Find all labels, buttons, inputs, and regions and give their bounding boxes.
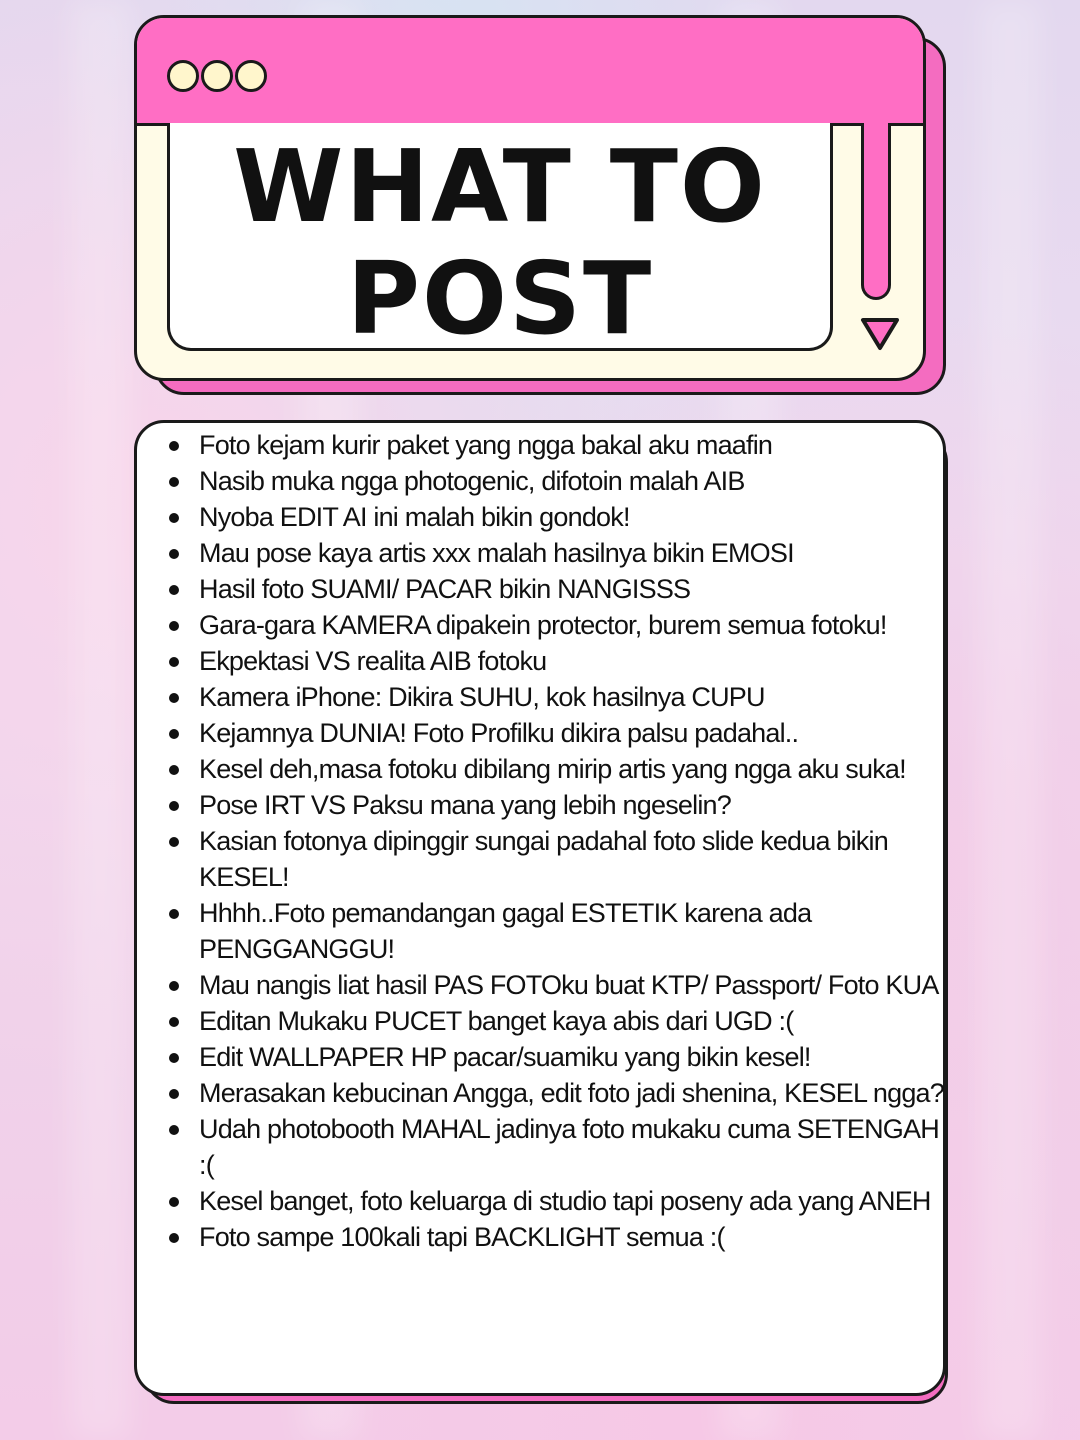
title-line-2: POST (346, 240, 654, 357)
list-item (199, 499, 944, 535)
bullet-icon (169, 549, 179, 559)
bullet-icon (169, 1197, 179, 1207)
list-item-text: Ekpektasi VS realita AIB fotoku (199, 646, 547, 676)
bullet-icon (169, 477, 179, 487)
list-item (199, 535, 944, 571)
list-item-text: Pose IRT VS Paksu mana yang lebih ngeselin? (199, 790, 731, 820)
list-item (199, 607, 944, 643)
list-item-text: Merasakan kebucinan Angga, edit foto jadi shenina, KESEL ngga? (199, 1078, 944, 1108)
list-item-text: Kesel banget, foto keluarga di studio tapi poseny ada yang ANEH (199, 1186, 931, 1216)
list-item (199, 967, 944, 1003)
page-title (170, 128, 830, 357)
bullet-icon (169, 909, 179, 919)
list-item-text: Nasib muka ngga photogenic, difotoin malah AIB (199, 466, 745, 496)
background-streak (70, 0, 130, 1440)
list-item-text: Editan Mukaku PUCET banget kaya abis dari UGD :( (199, 1006, 794, 1036)
list-item (199, 679, 944, 715)
title-panel (167, 123, 833, 357)
scrollbar[interactable] (861, 123, 891, 300)
bullet-icon (169, 981, 179, 991)
list-item-text: Edit WALLPAPER HP pacar/suamiku yang bikin kesel! (199, 1042, 811, 1072)
list-item (199, 1111, 944, 1183)
list-item (199, 715, 944, 751)
bullet-icon (169, 801, 179, 811)
list-box (134, 420, 946, 1396)
bullet-icon (169, 1053, 179, 1063)
list-item (199, 1219, 944, 1255)
list-item (199, 1003, 944, 1039)
list-item-text: Kamera iPhone: Dikira SUHU, kok hasilnya CUPU (199, 682, 765, 712)
list-item-text: Kesel deh,masa fotoku dibilang mirip artis yang ngga aku suka! (199, 754, 906, 784)
header-window (134, 15, 926, 381)
list-item-text: Hasil foto SUAMI/ PACAR bikin NANGISSS (199, 574, 691, 604)
title-line-1: WHAT TO (233, 128, 767, 245)
post-ideas-list (199, 427, 944, 1255)
list-item (199, 1075, 944, 1111)
bullet-icon (169, 837, 179, 847)
list-item (199, 1183, 944, 1219)
bullet-icon (169, 1017, 179, 1027)
bullet-icon (169, 729, 179, 739)
list-item (199, 1039, 944, 1075)
list-item (199, 787, 944, 823)
window-titlebar (137, 18, 923, 126)
bullet-icon (169, 1089, 179, 1099)
list-item (199, 463, 944, 499)
list-item (199, 571, 944, 607)
bullet-icon (169, 1233, 179, 1243)
window-dot-icon[interactable] (201, 60, 233, 92)
bullet-icon (169, 765, 179, 775)
list-item-text: Kasian fotonya dipinggir sungai padahal foto slide kedua bikin KESEL! (199, 826, 888, 892)
bullet-icon (169, 513, 179, 523)
list-item-text: Kejamnya DUNIA! Foto Profilku dikira palsu padahal.. (199, 718, 799, 748)
bullet-icon (169, 441, 179, 451)
list-item-text: Mau nangis liat hasil PAS FOTOku buat KTP/ Passport/ Foto KUA (199, 970, 939, 1000)
list-item-text: Nyoba EDIT AI ini malah bikin gondok! (199, 502, 630, 532)
window-dot-icon[interactable] (235, 60, 267, 92)
scroll-arrow-icon[interactable] (859, 316, 901, 352)
list-item (199, 751, 944, 787)
list-item-text: Udah photobooth MAHAL jadinya foto mukaku cuma SETENGAH :( (199, 1114, 939, 1180)
bullet-icon (169, 657, 179, 667)
list-item (199, 643, 944, 679)
list-item-text: Mau pose kaya artis xxx malah hasilnya bikin EMOSI (199, 538, 794, 568)
list-item-text: Foto sampe 100kali tapi BACKLIGHT semua :( (199, 1222, 725, 1252)
list-item (199, 895, 944, 967)
list-item-text: Foto kejam kurir paket yang ngga bakal aku maafin (199, 430, 773, 460)
list-item-text: Gara-gara KAMERA dipakein protector, burem semua fotoku! (199, 610, 887, 640)
bullet-icon (169, 621, 179, 631)
bullet-icon (169, 585, 179, 595)
bullet-icon (169, 693, 179, 703)
list-item (199, 427, 944, 463)
list-item-text: Hhhh..Foto pemandangan gagal ESTETIK karena ada PENGGANGGU! (199, 898, 812, 964)
background-streak (980, 0, 1040, 1440)
list-item (199, 823, 944, 895)
window-dot-icon[interactable] (167, 60, 199, 92)
bullet-icon (169, 1125, 179, 1135)
